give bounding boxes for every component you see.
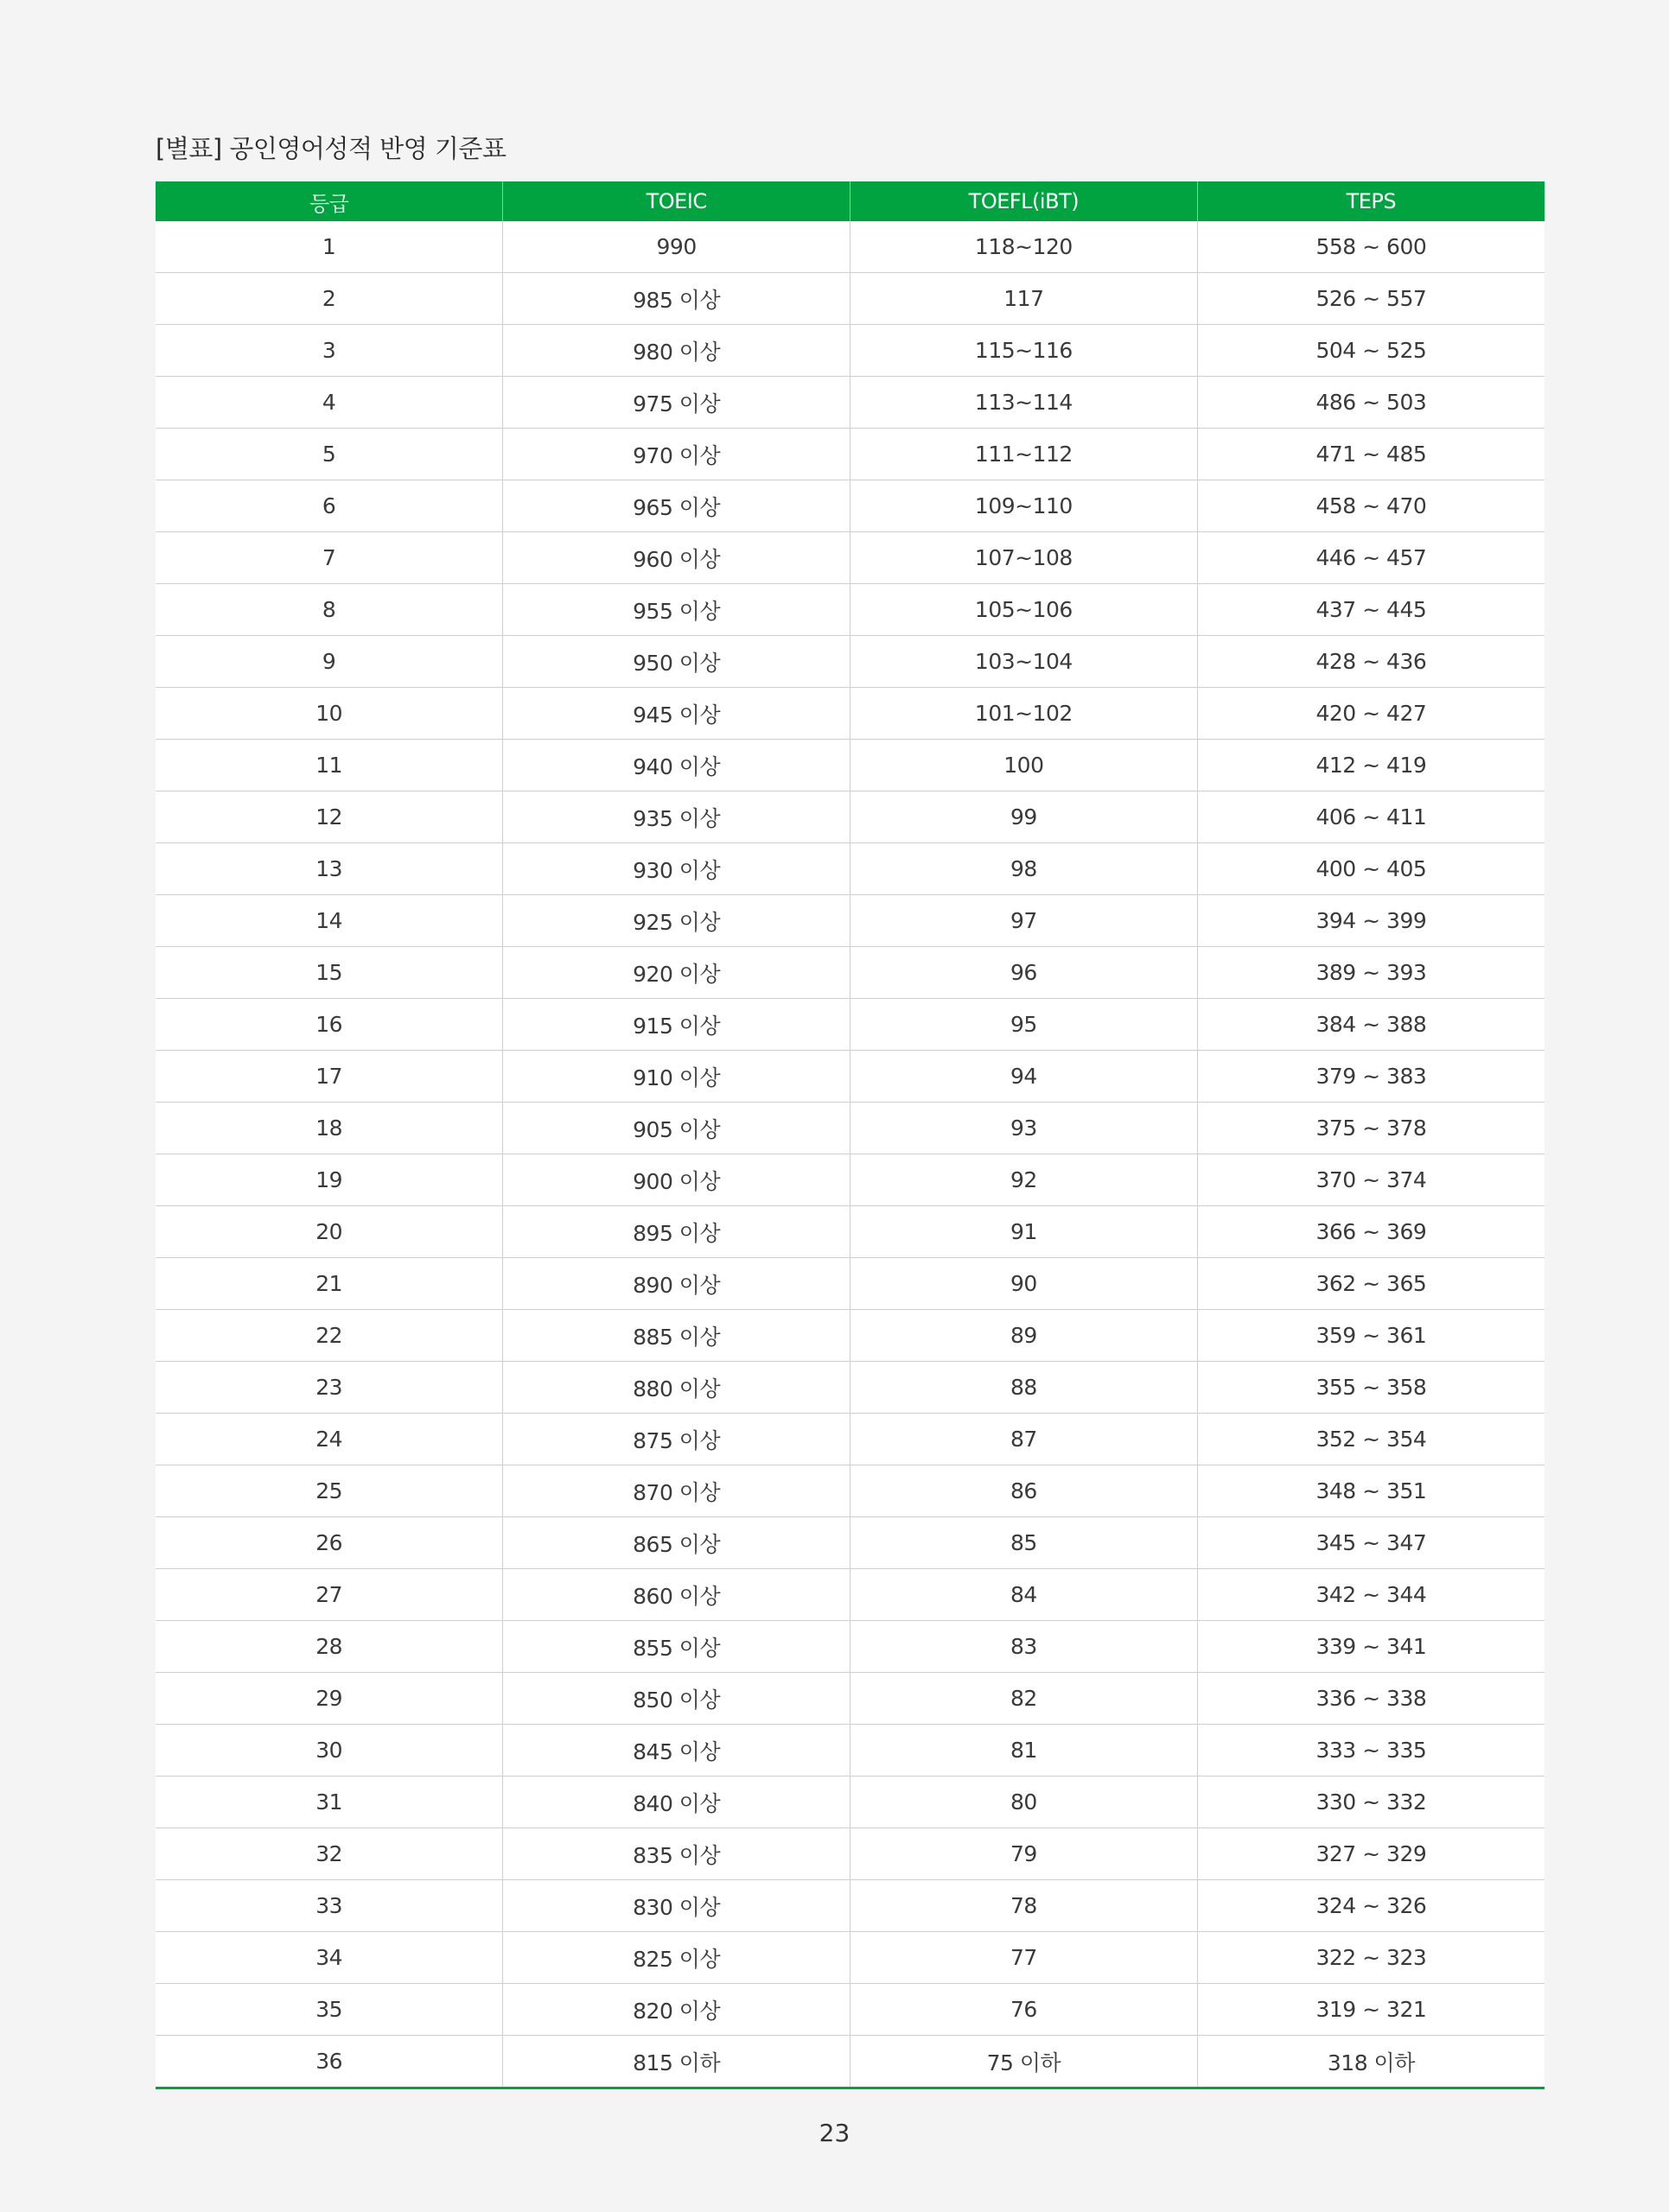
teps-cell: 345 ~ 347 xyxy=(1197,1517,1545,1569)
table-row xyxy=(156,1828,1545,1880)
table-row xyxy=(156,429,1545,480)
table-row xyxy=(156,740,1545,791)
teps-cell: 400 ~ 405 xyxy=(1197,843,1545,895)
toeic-cell: 970 이상 xyxy=(503,429,850,480)
teps-cell: 359 ~ 361 xyxy=(1197,1310,1545,1362)
toeic-cell: 820 이상 xyxy=(503,1984,850,2036)
grade-cell: 28 xyxy=(156,1621,503,1673)
score-conversion-table xyxy=(156,181,1545,2089)
teps-cell: 339 ~ 341 xyxy=(1197,1621,1545,1673)
toeic-cell: 945 이상 xyxy=(503,688,850,740)
teps-cell: 348 ~ 351 xyxy=(1197,1465,1545,1517)
table-row xyxy=(156,1258,1545,1310)
grade-cell: 16 xyxy=(156,999,503,1051)
table-row xyxy=(156,688,1545,740)
toeic-cell: 930 이상 xyxy=(503,843,850,895)
toefl-cell: 87 xyxy=(850,1414,1198,1465)
grade-cell: 26 xyxy=(156,1517,503,1569)
toeic-cell: 990 xyxy=(503,221,850,273)
toeic-cell: 965 이상 xyxy=(503,480,850,532)
teps-cell: 504 ~ 525 xyxy=(1197,325,1545,377)
grade-cell: 36 xyxy=(156,2036,503,2088)
grade-cell: 23 xyxy=(156,1362,503,1414)
toeic-cell: 875 이상 xyxy=(503,1414,850,1465)
grade-cell: 12 xyxy=(156,791,503,843)
toefl-cell: 97 xyxy=(850,895,1198,947)
table-row xyxy=(156,1362,1545,1414)
toefl-cell: 117 xyxy=(850,273,1198,325)
teps-cell: 375 ~ 378 xyxy=(1197,1103,1545,1154)
toefl-cell: 85 xyxy=(850,1517,1198,1569)
table-row xyxy=(156,999,1545,1051)
table-row xyxy=(156,377,1545,429)
toeic-cell: 840 이상 xyxy=(503,1777,850,1828)
toeic-cell: 900 이상 xyxy=(503,1154,850,1206)
toeic-cell: 960 이상 xyxy=(503,532,850,584)
grade-cell: 34 xyxy=(156,1932,503,1984)
teps-cell: 446 ~ 457 xyxy=(1197,532,1545,584)
grade-cell: 35 xyxy=(156,1984,503,2036)
grade-cell: 31 xyxy=(156,1777,503,1828)
toefl-cell: 75 이하 xyxy=(850,2036,1198,2088)
toefl-cell: 79 xyxy=(850,1828,1198,1880)
toefl-cell: 90 xyxy=(850,1258,1198,1310)
table-row xyxy=(156,1206,1545,1258)
toeic-cell: 835 이상 xyxy=(503,1828,850,1880)
teps-cell: 327 ~ 329 xyxy=(1197,1828,1545,1880)
teps-cell: 318 이하 xyxy=(1197,2036,1545,2088)
grade-cell: 7 xyxy=(156,532,503,584)
teps-cell: 366 ~ 369 xyxy=(1197,1206,1545,1258)
toefl-cell: 111~112 xyxy=(850,429,1198,480)
grade-cell: 29 xyxy=(156,1673,503,1725)
toefl-cell: 82 xyxy=(850,1673,1198,1725)
toeic-cell: 880 이상 xyxy=(503,1362,850,1414)
toeic-cell: 885 이상 xyxy=(503,1310,850,1362)
toefl-cell: 86 xyxy=(850,1465,1198,1517)
teps-cell: 370 ~ 374 xyxy=(1197,1154,1545,1206)
toeic-cell: 865 이상 xyxy=(503,1517,850,1569)
table-row xyxy=(156,1465,1545,1517)
grade-cell: 32 xyxy=(156,1828,503,1880)
teps-cell: 384 ~ 388 xyxy=(1197,999,1545,1051)
toeic-cell: 915 이상 xyxy=(503,999,850,1051)
grade-cell: 1 xyxy=(156,221,503,273)
toeic-cell: 920 이상 xyxy=(503,947,850,999)
teps-cell: 428 ~ 436 xyxy=(1197,636,1545,688)
toefl-cell: 118~120 xyxy=(850,221,1198,273)
grade-cell: 6 xyxy=(156,480,503,532)
toeic-cell: 850 이상 xyxy=(503,1673,850,1725)
teps-cell: 319 ~ 321 xyxy=(1197,1984,1545,2036)
toefl-cell: 115~116 xyxy=(850,325,1198,377)
toefl-cell: 98 xyxy=(850,843,1198,895)
toefl-cell: 109~110 xyxy=(850,480,1198,532)
grade-cell: 13 xyxy=(156,843,503,895)
grade-cell: 19 xyxy=(156,1154,503,1206)
grade-cell: 11 xyxy=(156,740,503,791)
toeic-cell: 855 이상 xyxy=(503,1621,850,1673)
table-body xyxy=(156,221,1545,2088)
grade-cell: 27 xyxy=(156,1569,503,1621)
teps-cell: 458 ~ 470 xyxy=(1197,480,1545,532)
teps-cell: 324 ~ 326 xyxy=(1197,1880,1545,1932)
grade-cell: 15 xyxy=(156,947,503,999)
table-row xyxy=(156,636,1545,688)
toefl-cell: 96 xyxy=(850,947,1198,999)
grade-cell: 25 xyxy=(156,1465,503,1517)
toeic-cell: 895 이상 xyxy=(503,1206,850,1258)
toeic-cell: 870 이상 xyxy=(503,1465,850,1517)
teps-cell: 437 ~ 445 xyxy=(1197,584,1545,636)
teps-cell: 333 ~ 335 xyxy=(1197,1725,1545,1777)
table-row xyxy=(156,532,1545,584)
grade-cell: 5 xyxy=(156,429,503,480)
teps-cell: 336 ~ 338 xyxy=(1197,1673,1545,1725)
grade-cell: 2 xyxy=(156,273,503,325)
grade-cell: 10 xyxy=(156,688,503,740)
table-row xyxy=(156,1154,1545,1206)
toeic-cell: 975 이상 xyxy=(503,377,850,429)
toeic-cell: 860 이상 xyxy=(503,1569,850,1621)
teps-cell: 420 ~ 427 xyxy=(1197,688,1545,740)
teps-cell: 412 ~ 419 xyxy=(1197,740,1545,791)
table-row xyxy=(156,1673,1545,1725)
toeic-cell: 845 이상 xyxy=(503,1725,850,1777)
header-grade: 등급 xyxy=(156,181,503,221)
toefl-cell: 83 xyxy=(850,1621,1198,1673)
teps-cell: 379 ~ 383 xyxy=(1197,1051,1545,1103)
toefl-cell: 105~106 xyxy=(850,584,1198,636)
table-row xyxy=(156,325,1545,377)
table-row xyxy=(156,895,1545,947)
table-row xyxy=(156,584,1545,636)
teps-cell: 394 ~ 399 xyxy=(1197,895,1545,947)
table-row xyxy=(156,1569,1545,1621)
toefl-cell: 91 xyxy=(850,1206,1198,1258)
toeic-cell: 950 이상 xyxy=(503,636,850,688)
table-row xyxy=(156,1051,1545,1103)
toefl-cell: 84 xyxy=(850,1569,1198,1621)
table-row xyxy=(156,1414,1545,1465)
toeic-cell: 905 이상 xyxy=(503,1103,850,1154)
toeic-cell: 825 이상 xyxy=(503,1932,850,1984)
toefl-cell: 78 xyxy=(850,1880,1198,1932)
teps-cell: 355 ~ 358 xyxy=(1197,1362,1545,1414)
teps-cell: 558 ~ 600 xyxy=(1197,221,1545,273)
grade-cell: 17 xyxy=(156,1051,503,1103)
teps-cell: 486 ~ 503 xyxy=(1197,377,1545,429)
toeic-cell: 815 이하 xyxy=(503,2036,850,2088)
grade-cell: 21 xyxy=(156,1258,503,1310)
grade-cell: 3 xyxy=(156,325,503,377)
toeic-cell: 910 이상 xyxy=(503,1051,850,1103)
toefl-cell: 76 xyxy=(850,1984,1198,2036)
grade-cell: 33 xyxy=(156,1880,503,1932)
toeic-cell: 925 이상 xyxy=(503,895,850,947)
toeic-cell: 830 이상 xyxy=(503,1880,850,1932)
grade-cell: 9 xyxy=(156,636,503,688)
toefl-cell: 77 xyxy=(850,1932,1198,1984)
grade-cell: 4 xyxy=(156,377,503,429)
header-toeic: TOEIC xyxy=(503,181,850,221)
table-row xyxy=(156,1932,1545,1984)
toeic-cell: 985 이상 xyxy=(503,273,850,325)
toefl-cell: 103~104 xyxy=(850,636,1198,688)
table-row xyxy=(156,791,1545,843)
table-row xyxy=(156,480,1545,532)
toefl-cell: 107~108 xyxy=(850,532,1198,584)
grade-cell: 14 xyxy=(156,895,503,947)
toeic-cell: 890 이상 xyxy=(503,1258,850,1310)
teps-cell: 342 ~ 344 xyxy=(1197,1569,1545,1621)
table-row xyxy=(156,1777,1545,1828)
toefl-cell: 100 xyxy=(850,740,1198,791)
grade-cell: 24 xyxy=(156,1414,503,1465)
toefl-cell: 80 xyxy=(850,1777,1198,1828)
toefl-cell: 101~102 xyxy=(850,688,1198,740)
teps-cell: 330 ~ 332 xyxy=(1197,1777,1545,1828)
table-header-row xyxy=(156,181,1545,221)
teps-cell: 389 ~ 393 xyxy=(1197,947,1545,999)
toeic-cell: 980 이상 xyxy=(503,325,850,377)
table-row xyxy=(156,221,1545,273)
table-row xyxy=(156,2036,1545,2088)
toefl-cell: 93 xyxy=(850,1103,1198,1154)
table-row xyxy=(156,947,1545,999)
grade-cell: 8 xyxy=(156,584,503,636)
toeic-cell: 955 이상 xyxy=(503,584,850,636)
header-teps: TEPS xyxy=(1197,181,1545,221)
table-row xyxy=(156,1621,1545,1673)
toefl-cell: 94 xyxy=(850,1051,1198,1103)
table-row xyxy=(156,1517,1545,1569)
grade-cell: 22 xyxy=(156,1310,503,1362)
table-row xyxy=(156,1984,1545,2036)
grade-cell: 18 xyxy=(156,1103,503,1154)
toefl-cell: 95 xyxy=(850,999,1198,1051)
toefl-cell: 88 xyxy=(850,1362,1198,1414)
grade-cell: 20 xyxy=(156,1206,503,1258)
table-row xyxy=(156,1310,1545,1362)
teps-cell: 352 ~ 354 xyxy=(1197,1414,1545,1465)
teps-cell: 526 ~ 557 xyxy=(1197,273,1545,325)
page-number: 23 xyxy=(819,2119,850,2147)
table-row xyxy=(156,1725,1545,1777)
table-row xyxy=(156,1880,1545,1932)
header-toefl: TOEFL(iBT) xyxy=(850,181,1198,221)
toefl-cell: 92 xyxy=(850,1154,1198,1206)
toefl-cell: 99 xyxy=(850,791,1198,843)
table-row xyxy=(156,843,1545,895)
toefl-cell: 89 xyxy=(850,1310,1198,1362)
table-row xyxy=(156,273,1545,325)
toeic-cell: 935 이상 xyxy=(503,791,850,843)
teps-cell: 322 ~ 323 xyxy=(1197,1932,1545,1984)
toefl-cell: 81 xyxy=(850,1725,1198,1777)
teps-cell: 406 ~ 411 xyxy=(1197,791,1545,843)
toefl-cell: 113~114 xyxy=(850,377,1198,429)
page-title: [별표] 공인영어성적 반영 기준표 xyxy=(156,134,506,163)
teps-cell: 362 ~ 365 xyxy=(1197,1258,1545,1310)
grade-cell: 30 xyxy=(156,1725,503,1777)
table-row xyxy=(156,1103,1545,1154)
teps-cell: 471 ~ 485 xyxy=(1197,429,1545,480)
toeic-cell: 940 이상 xyxy=(503,740,850,791)
